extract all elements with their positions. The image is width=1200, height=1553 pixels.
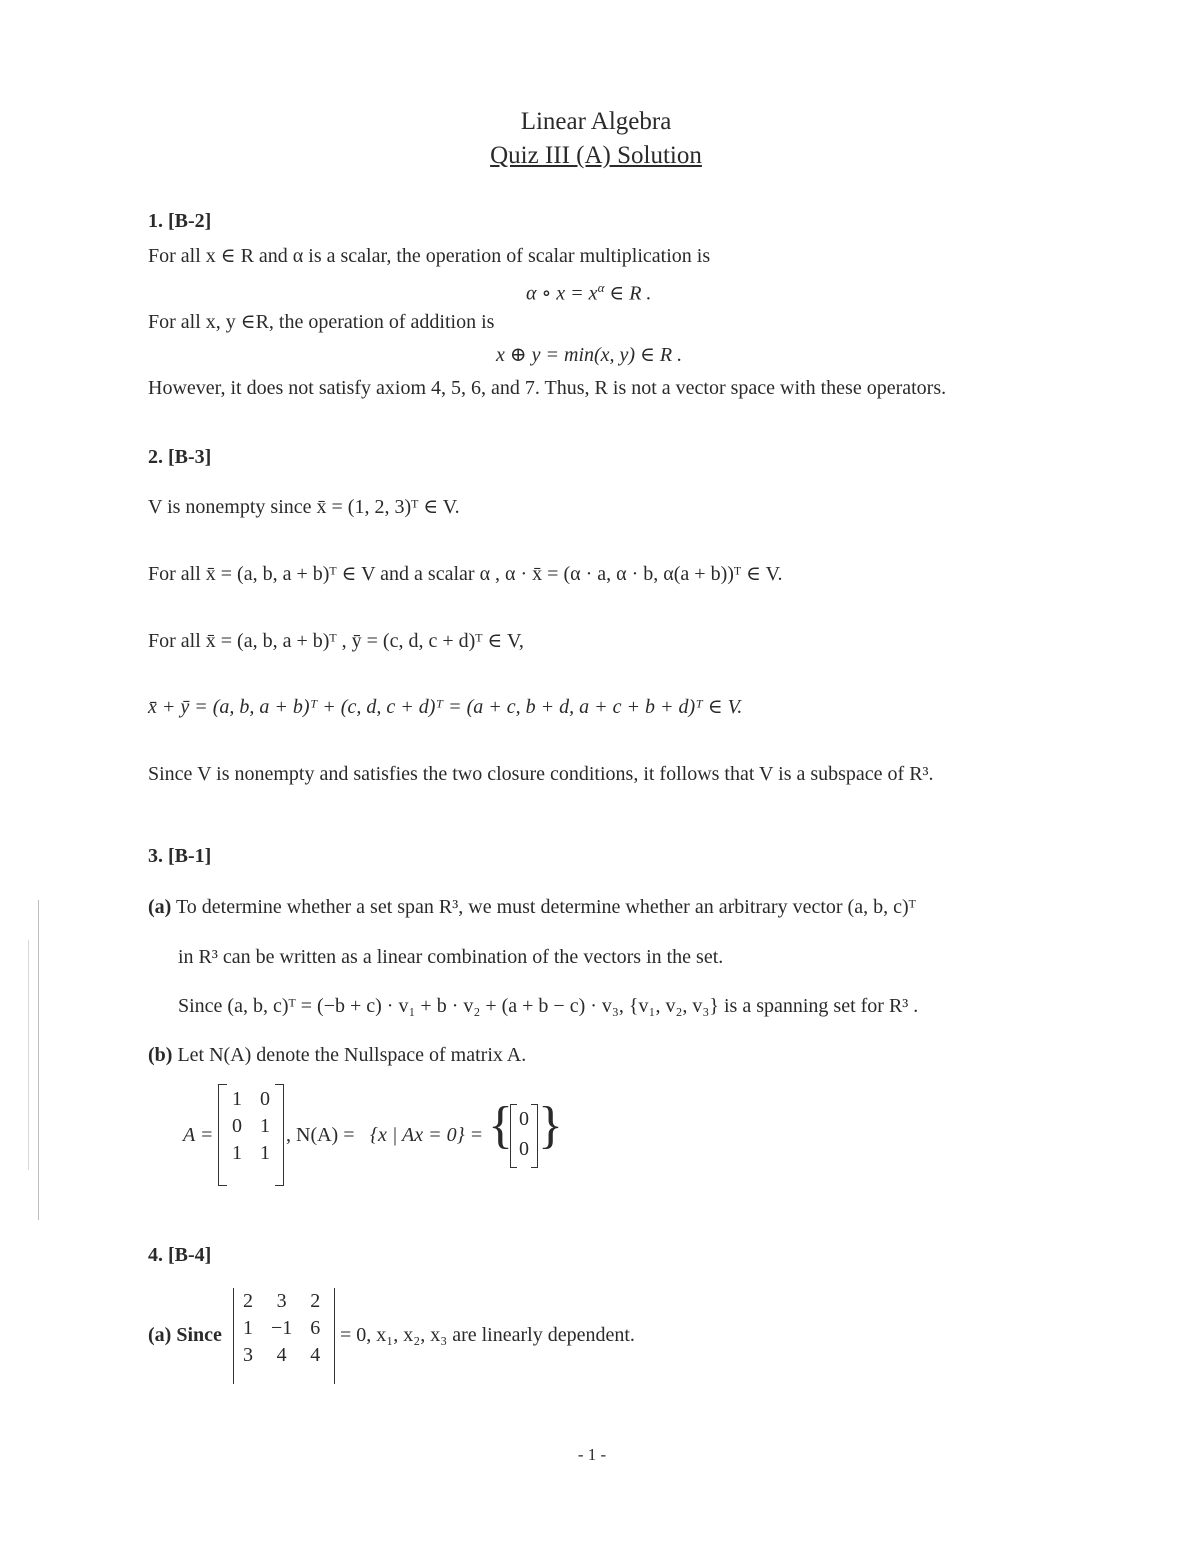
right-brace-icon: } — [538, 1097, 563, 1154]
q4-a-tail: = 0, x₁, x₂, x₃ are linearly dependent. — [340, 1324, 635, 1346]
page-title: Linear Algebra — [520, 108, 672, 135]
q1-eq1-tail: ∈ R . — [604, 282, 652, 305]
q3-b-A-label: A = — [183, 1124, 214, 1146]
q2-line4: x̄ + ȳ = (a, b, a + b)ᵀ + (c, d, c + d)ᵀ = (a + c, b + d, a + c + b + d)ᵀ ∈ V. — [148, 696, 743, 718]
q3-b-null-set: {x | Ax = 0} = — [370, 1124, 484, 1146]
det-cell: 4 — [310, 1344, 321, 1366]
det-cell: 1 — [243, 1317, 253, 1339]
q2-line5: Since V is nonempty and satisfies the two closure conditions, it follows that V is a subspace of R³. — [148, 763, 934, 785]
matrix-cell: 0 — [260, 1088, 270, 1110]
q3-a-line2: in R³ can be written as a linear combination of the vectors in the set. — [178, 946, 724, 968]
q2-line2: For all x̄ = (a, b, a + b)ᵀ ∈ V and a scalar α , α · x̄ = (α · a, α · b, α(a + b))ᵀ ∈ V. — [148, 563, 783, 585]
page-subtitle: Quiz III (A) Solution — [490, 142, 702, 169]
det-cell: 2 — [243, 1290, 253, 1312]
q4-a-since: (a) Since — [148, 1324, 222, 1346]
q2-line1: V is nonempty since x̄ = (1, 2, 3)ᵀ ∈ V. — [148, 496, 460, 518]
scan-artifact — [38, 900, 39, 1220]
matrix-A — [218, 1084, 284, 1186]
q3-b-null-lhs: , N(A) = — [286, 1124, 355, 1146]
q1-eq1-text: α ∘ x = x — [526, 282, 598, 305]
det-cell: −1 — [271, 1317, 293, 1339]
null-vector — [510, 1104, 538, 1168]
q3-b — [148, 1044, 526, 1067]
left-brace-icon: { — [488, 1097, 513, 1154]
q3-b-label: (b) — [148, 1044, 173, 1066]
det-cell: 2 — [310, 1290, 321, 1312]
det-cell: 4 — [276, 1344, 287, 1366]
det-cell: 3 — [243, 1344, 253, 1366]
q1-eq2: x ⊕ y = min(x, y) ∈ R . — [496, 344, 683, 366]
matrix-cell: 1 — [260, 1115, 270, 1137]
q4-label: 4. [B-4] — [148, 1244, 212, 1266]
matrix-cell: 0 — [232, 1115, 242, 1137]
det-cell: 3 — [276, 1290, 287, 1312]
q2-line3: For all x̄ = (a, b, a + b)ᵀ , ȳ = (c, d, c + d)ᵀ ∈ V, — [148, 630, 524, 652]
q3-a — [148, 896, 916, 919]
q3-a-line1: To determine whether a set span R³, we must determine whether an arbitrary vector (a, b, c)ᵀ — [175, 896, 916, 918]
q4-a-label — [148, 1324, 222, 1347]
det-cell: 6 — [310, 1317, 321, 1339]
q1-eq1-sup: α — [597, 280, 605, 295]
q2-label: 2. [B-3] — [148, 446, 212, 468]
matrix-cell: 1 — [260, 1142, 270, 1164]
q1-eq1 — [526, 280, 651, 306]
q3-a-label: (a) — [148, 896, 172, 918]
q1-line2: For all x, y ∈R, the operation of addition is — [148, 311, 495, 333]
q1-line1: For all x ∈ R and α is a scalar, the operation of scalar multiplication is — [148, 245, 711, 267]
scan-artifact — [28, 940, 29, 1170]
q1-label: 1. [B-2] — [148, 210, 212, 232]
q1-line3: However, it does not satisfy axiom 4, 5, 6, and 7. Thus, R is not a vector space with these operators. — [148, 377, 947, 399]
vector-cell: 0 — [519, 1138, 529, 1160]
matrix-A-table — [223, 1086, 279, 1167]
matrix-cell: 1 — [232, 1142, 242, 1164]
q3-a-line3: Since (a, b, c)ᵀ = (−b + c) · v₁ + b · v₂ + (a + b − c) · v₃, {v₁, v₂, v₃} is a spanning set for R³ . — [178, 995, 919, 1017]
q3-label: 3. [B-1] — [148, 845, 212, 867]
matrix-cell: 1 — [232, 1088, 242, 1110]
determinant — [233, 1288, 335, 1384]
determinant-table — [234, 1288, 329, 1369]
page-number: - 1 - — [577, 1445, 607, 1464]
q3-b-line1: Let N(A) denote the Nullspace of matrix A. — [177, 1044, 527, 1066]
vector-cell: 0 — [519, 1108, 529, 1130]
